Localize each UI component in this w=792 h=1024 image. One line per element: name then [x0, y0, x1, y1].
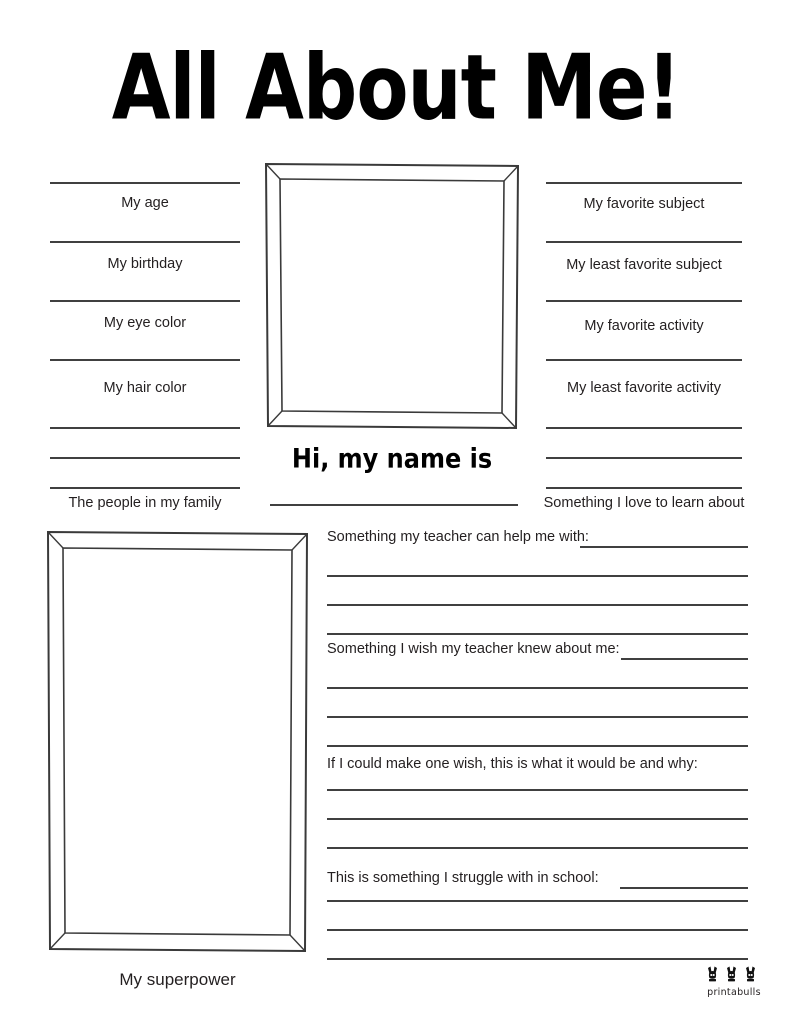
picture-frame-icon: [263, 161, 521, 431]
left-field-label-3: My eye color: [103, 315, 187, 331]
right-field-rule-1: [546, 182, 742, 184]
prompt-label-3: If I could make one wish, this is what it would be and why:: [327, 756, 698, 772]
right-learn-rule-1: [546, 427, 742, 429]
right-learn-label: Something I love to learn about: [543, 495, 745, 511]
prompt-label-2: Something I wish my teacher knew about me:: [327, 641, 620, 657]
left-field-label-4: My hair color: [103, 380, 187, 396]
right-field-label-3: My favorite activity: [584, 318, 704, 334]
left-family-label: The people in my family: [68, 495, 222, 511]
left-field-rule-2: [50, 241, 240, 243]
self-portrait-frame[interactable]: [263, 161, 521, 431]
right-field-rule-4: [546, 359, 742, 361]
prompt-line-4-3[interactable]: [327, 958, 748, 960]
prompt-label-1: Something my teacher can help me with:: [327, 529, 589, 545]
right-field-label-1: My favorite subject: [583, 196, 705, 212]
left-field-rule-1: [50, 182, 240, 184]
bulldog-heads-icon: [704, 966, 764, 986]
prompt-line-2-2[interactable]: [327, 716, 748, 718]
right-field-rule-2: [546, 241, 742, 243]
name-input-rule[interactable]: [270, 504, 518, 506]
prompt-line-3-2[interactable]: [327, 818, 748, 820]
name-prompt-heading: Hi, my name is: [291, 443, 493, 475]
prompt-line-4-2[interactable]: [327, 929, 748, 931]
prompt-line-1-2[interactable]: [327, 604, 748, 606]
brand-logo: [698, 966, 770, 1006]
left-family-rule-1: [50, 427, 240, 429]
prompt-inline-rule-1[interactable]: [580, 546, 748, 548]
right-field-rule-3: [546, 300, 742, 302]
prompt-label-4: This is something I struggle with in school:: [327, 870, 599, 886]
prompt-line-4-1[interactable]: [327, 900, 748, 902]
prompt-inline-rule-4[interactable]: [620, 887, 748, 889]
left-field-label-2: My birthday: [107, 256, 183, 272]
picture-frame-icon: [45, 529, 310, 954]
superpower-caption: My superpower: [119, 970, 236, 989]
right-learn-rule-3: [546, 487, 742, 489]
left-family-rule-3: [50, 487, 240, 489]
right-learn-rule-2: [546, 457, 742, 459]
prompt-line-1-1[interactable]: [327, 575, 748, 577]
superpower-frame[interactable]: [45, 529, 310, 954]
prompt-line-2-1[interactable]: [327, 687, 748, 689]
prompt-line-3-1[interactable]: [327, 789, 748, 791]
left-field-rule-4: [50, 359, 240, 361]
prompt-line-3-3[interactable]: [327, 847, 748, 849]
left-field-label-1: My age: [121, 195, 169, 211]
left-field-rule-3: [50, 300, 240, 302]
right-field-label-2: My least favorite subject: [566, 257, 722, 273]
prompt-inline-rule-2[interactable]: [621, 658, 748, 660]
page-title: All About Me!: [111, 34, 681, 140]
right-field-label-4: My least favorite activity: [567, 380, 721, 396]
left-family-rule-2: [50, 457, 240, 459]
prompt-line-1-3[interactable]: [327, 633, 748, 635]
prompt-line-2-3[interactable]: [327, 745, 748, 747]
brand-wordmark: printabulls: [707, 987, 761, 998]
